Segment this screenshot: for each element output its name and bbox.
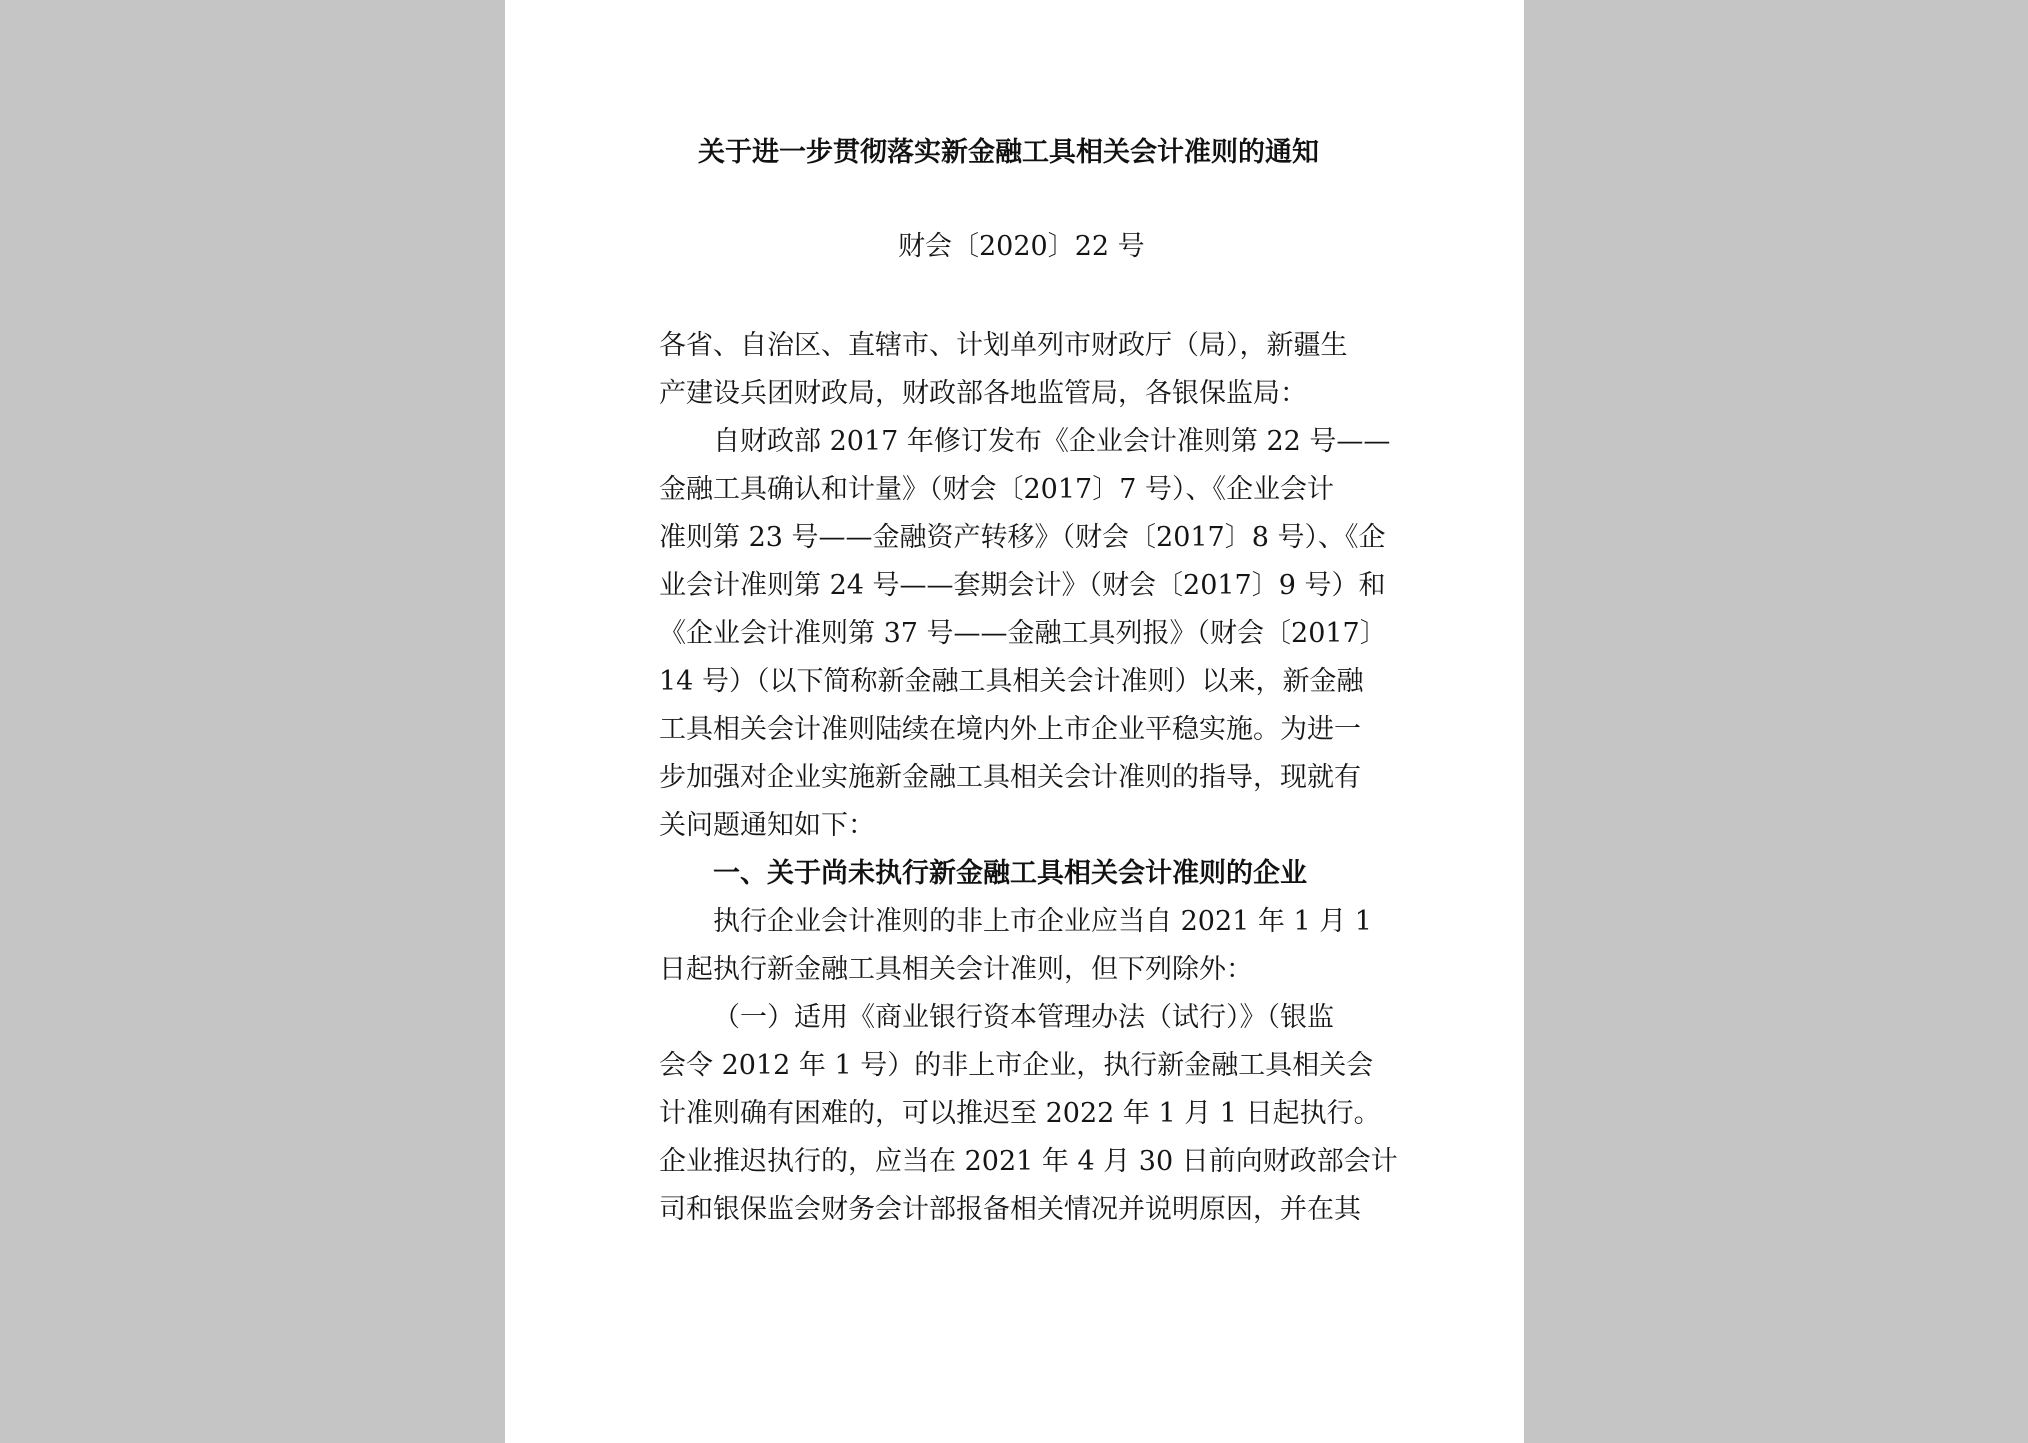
body-line: 《企业会计准则第 37 号——金融工具列报》（财会〔2017〕	[659, 618, 1387, 649]
body-line: 金融工具确认和计量》（财会〔2017〕7 号）、《企业会计	[659, 474, 1334, 505]
body-line: 计准则确有困难的，可以推迟至 2022 年 1 月 1 日起执行。	[659, 1098, 1381, 1129]
body-line: 关问题通知如下：	[659, 810, 875, 841]
document-page	[505, 0, 1524, 1443]
body-line: 司和银保监会财务会计部报备相关情况并说明原因，并在其	[659, 1194, 1361, 1225]
body-line: 执行企业会计准则的非上市企业应当自 2021 年 1 月 1	[713, 906, 1372, 937]
body-line: 企业推迟执行的，应当在 2021 年 4 月 30 日前向财政部会计	[659, 1146, 1398, 1177]
body-line: 14 号）（以下简称新金融工具相关会计准则）以来，新金融	[659, 666, 1364, 697]
document-title: 关于进一步贯彻落实新金融工具相关会计准则的通知	[698, 137, 1319, 168]
body-line: 日起执行新金融工具相关会计准则，但下列除外：	[659, 954, 1253, 985]
section-heading: 一、关于尚未执行新金融工具相关会计准则的企业	[713, 858, 1307, 889]
addressee-line-2: 产建设兵团财政局，财政部各地监管局，各银保监局：	[659, 378, 1307, 409]
body-line: 工具相关会计准则陆续在境内外上市企业平稳实施。为进一	[659, 714, 1361, 745]
body-line: 自财政部 2017 年修订发布《企业会计准则第 22 号——	[713, 426, 1391, 457]
addressee-line-1: 各省、自治区、直辖市、计划单列市财政厅（局），新疆生	[659, 330, 1348, 361]
body-line: 准则第 23 号——金融资产转移》（财会〔2017〕8 号）、《企	[659, 522, 1386, 553]
document-number: 财会〔2020〕22 号	[898, 231, 1145, 262]
body-line: 业会计准则第 24 号——套期会计》（财会〔2017〕9 号）和	[659, 570, 1386, 601]
body-line: 步加强对企业实施新金融工具相关会计准则的指导，现就有	[659, 762, 1361, 793]
body-line: （一）适用《商业银行资本管理办法（试行）》（银监	[713, 1002, 1334, 1033]
body-line: 会令 2012 年 1 号）的非上市企业，执行新金融工具相关会	[659, 1050, 1374, 1081]
